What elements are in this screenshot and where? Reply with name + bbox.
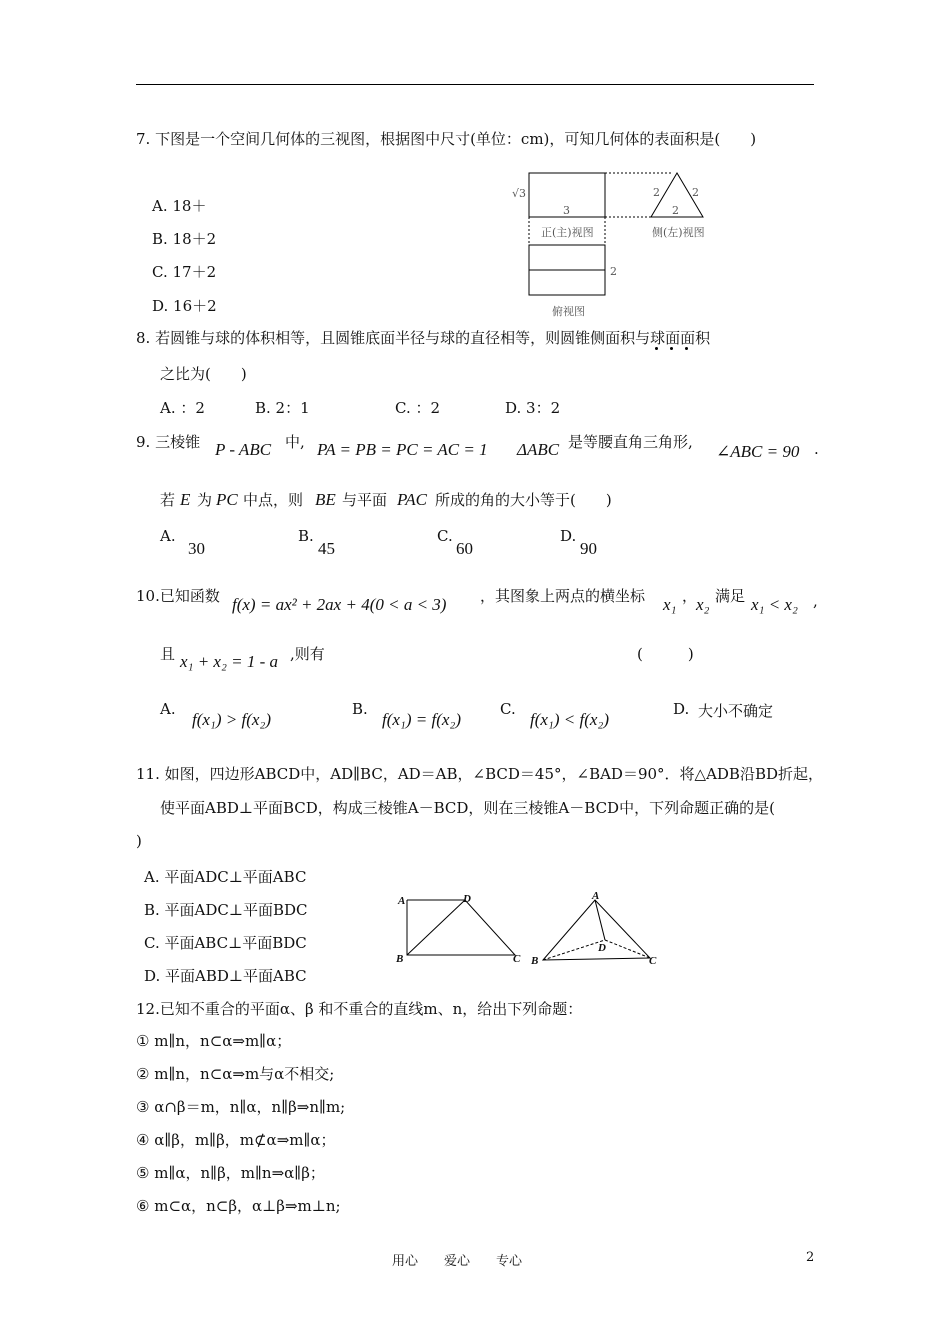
q9-pabc: P - ABC xyxy=(215,440,272,459)
q9-pac: PAC xyxy=(397,490,427,509)
q9-line2-d: 与平面 xyxy=(342,491,388,509)
q9-option-d-value: 90 xyxy=(580,539,597,558)
q10-num: 10.已知函数 xyxy=(136,587,220,605)
q9-equal: PA = PB = PC = AC = 1 xyxy=(317,440,488,459)
q10-option-c-value: f(x₁) < f(x₂) xyxy=(530,710,609,729)
q11-line2: 使平面ABD⊥平面BCD，构成三棱锥A－BCD，则在三棱锥A－BCD中，下列命题正确的是( xyxy=(160,799,775,817)
q10-sum: x₁ + x₂ = 1 - a xyxy=(180,652,279,671)
q9-period: . xyxy=(814,440,819,458)
q12-stem: 12.已知不重合的平面α、β 和不重合的直线m、n，给出下列命题： xyxy=(136,1000,583,1018)
q7-option-c: C. 17＋2 xyxy=(152,263,217,281)
q10-x1: x₁ xyxy=(663,595,677,614)
q9-option-c-label: C. xyxy=(437,527,453,545)
q12-item-2: ② m∥n，n⊂α⇒m与α不相交; xyxy=(136,1065,335,1083)
q8-option-d: D. 3：2 xyxy=(505,399,561,417)
footer-text: 用心 爱心 专心 xyxy=(392,1254,523,1269)
q9-e: E xyxy=(180,490,191,509)
header-rule xyxy=(136,84,814,85)
q10-comma: ， xyxy=(682,587,698,605)
q12-item-5: ⑤ m∥α，n∥β，m∥n⇒α∥β； xyxy=(136,1164,325,1182)
fig-sqrt3: √3 xyxy=(512,187,527,200)
q9-option-b-label: B. xyxy=(298,527,314,545)
q7-stem: 7. 下图是一个空间几何体的三视图，根据图中尺寸(单位：cm)，可知几何体的表面积是( ) xyxy=(136,130,757,148)
q9-line2-c: 中点，则 xyxy=(243,491,304,509)
q8-option-a: A. ：2 xyxy=(160,399,205,417)
q10-function: f(x) = ax² + 2ax + 4(0 < a < 3) xyxy=(232,595,447,614)
fig-label-c2: C xyxy=(649,955,657,967)
q8-option-c: C. ：2 xyxy=(395,399,441,417)
q9-option-b-value: 45 xyxy=(318,539,335,558)
q7-option-a: A. 18＋ xyxy=(152,197,207,215)
q10-zeyou: ,则有 xyxy=(290,645,325,663)
q10-option-c-label: C. xyxy=(500,700,516,718)
q10-x2: x₂ xyxy=(696,595,710,614)
q12-item-6: ⑥ m⊂α，n⊂β，α⊥β⇒m⊥n; xyxy=(136,1197,341,1215)
fig-side-base: 2 xyxy=(672,204,679,217)
fig-front-len: 3 xyxy=(563,204,570,217)
fig-side-left: 2 xyxy=(653,186,660,199)
fig-label-d2: D xyxy=(598,942,606,954)
q9-zhong: 中, xyxy=(285,433,305,451)
q9-triangle: ΔABC xyxy=(517,440,560,459)
q10-option-a-label: A. xyxy=(160,700,176,718)
q7-option-b: B. 18＋2 xyxy=(152,230,217,248)
q11-option-d: D. 平面ABD⊥平面ABC xyxy=(144,967,307,985)
fig-top-label: 俯视图 xyxy=(552,305,585,318)
q9-isos: 是等腰直角三角形, xyxy=(568,433,693,451)
fig-front-label: 正(主)视图 xyxy=(541,226,594,239)
q7-option-d: D. 16＋2 xyxy=(152,297,217,315)
q10-option-a-value: f(x₁) > f(x₂) xyxy=(192,710,271,729)
q10-man: 满足 xyxy=(715,587,746,605)
q9-pc: PC xyxy=(216,490,238,509)
q11-line3: ) xyxy=(136,832,142,850)
q10-ineq: x₁ < x₂ xyxy=(751,595,798,614)
q11-option-b: B. 平面ADC⊥平面BDC xyxy=(144,901,308,919)
q10-option-b-value: f(x₁) = f(x₂) xyxy=(382,710,461,729)
q9-angle: ∠ABC = 90 xyxy=(716,442,800,461)
q11-option-a: A. 平面ADC⊥平面ABC xyxy=(144,868,307,886)
q10-comma2: , xyxy=(813,592,818,610)
q11-option-c: C. 平面ABC⊥平面BDC xyxy=(144,934,307,952)
q9-option-d-label: D. xyxy=(560,527,577,545)
q9-be: BE xyxy=(315,490,336,509)
emphasis-dot xyxy=(655,347,658,350)
q10-qie: 且 xyxy=(160,645,176,663)
fig-top-len: 2 xyxy=(610,265,617,278)
page-number: 2 xyxy=(806,1250,815,1265)
q8-stem: 8. 若圆锥与球的体积相等，且圆锥底面半径与球的直径相等，则圆锥侧面积与球面面积 xyxy=(136,329,711,347)
q9-option-c-value: 60 xyxy=(456,539,473,558)
emphasis-dot xyxy=(670,347,673,350)
q8-stem-2: 之比为( ) xyxy=(160,365,247,383)
q9-line2-a: 若 xyxy=(160,491,176,509)
q9-line2-b: 为 xyxy=(197,491,213,509)
fig-label-a1: A xyxy=(398,895,406,907)
q11-line1: 11. 如图，四边形ABCD中，AD∥BC，AD＝AB，∠BCD＝45°，∠BAD＝90°．将△ADB沿BD折起， xyxy=(136,765,824,783)
q12-item-1: ① m∥n，n⊂α⇒m∥α； xyxy=(136,1032,292,1050)
q10-mid: ，其图象上两点的横坐标 xyxy=(480,587,646,605)
q9-option-a-label: A. xyxy=(160,527,176,545)
q11-folding-figure xyxy=(395,890,665,970)
q8-option-b: B. 2：1 xyxy=(255,399,310,417)
q10-option-b-label: B. xyxy=(352,700,368,718)
q12-item-4: ④ α∥β，m∥β，m⊄α⇒m∥α； xyxy=(136,1131,336,1149)
fig-side-label: 侧(左)视图 xyxy=(652,226,705,239)
q10-paren: ( ) xyxy=(637,645,694,663)
fig-label-b1: B xyxy=(396,953,404,965)
q9-line2-e: 所成的角的大小等于( ) xyxy=(435,491,612,509)
fig-label-b2: B xyxy=(531,955,539,967)
fig-label-d1: D xyxy=(463,893,471,905)
q10-option-d-value: 大小不确定 xyxy=(698,702,774,720)
q9-num: 9. 三棱锥 xyxy=(136,433,201,451)
fig-label-c1: C xyxy=(513,953,521,965)
fig-label-a2: A xyxy=(592,890,600,902)
emphasis-dot xyxy=(685,347,688,350)
q10-option-d-label: D. xyxy=(673,700,690,718)
q12-item-3: ③ α∩β＝m，n∥α，n∥β⇒n∥m; xyxy=(136,1098,346,1116)
q9-option-a-value: 30 xyxy=(188,539,205,558)
fig-side-right: 2 xyxy=(692,186,699,199)
